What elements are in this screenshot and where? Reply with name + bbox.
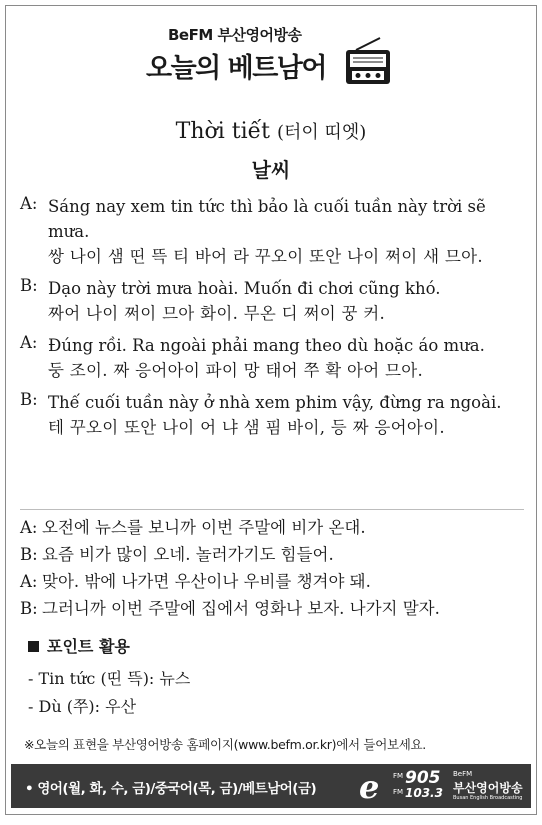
radio-icon [344,36,392,88]
korean-text: 맞아. 밖에 나가면 우산이나 우비를 챙겨야 돼. [42,572,371,591]
dialogue-turn [20,333,526,384]
vietnamese-line: Dạo này trời mưa hoài. Muốn đi chơi cũng khó. [48,279,441,298]
pronunciation-line: 짜어 나이 쩌이 므아 화이. 무온 디 쩌이 꿍 커. [48,304,386,323]
korean-text: 요즘 비가 많이 오네. 놀러가기도 힘들어. [42,545,334,564]
broadcast-schedule: • 영어(월, 화, 수, 금)/중국어(목, 금)/베트남어(금) [25,781,317,797]
divider [20,509,524,510]
korean-line [20,568,526,595]
column-title: 오늘의 베트남어 [146,53,326,84]
square-bullet-icon [28,641,39,652]
article-card [5,5,537,815]
lesson-title-korean: 날씨 [251,158,291,182]
logo-station-english: Busan English Broadcasting [453,795,523,801]
station-logo [357,768,523,804]
dialogue-turn [20,276,526,327]
dialogue-turn [20,194,526,270]
speaker-label: A: [20,572,38,591]
speaker-label: B: [20,599,38,618]
korean-line [20,595,526,622]
dialogue-turn [20,390,526,441]
footer-bar [11,764,531,808]
point-item: - Dù (쭈): 우산 [28,697,137,716]
speaker-label: B: [20,276,38,295]
speaker-label: B: [20,545,38,564]
vietnamese-dialogue [20,194,526,447]
website-note: ※오늘의 표현을 부산영어방송 홈페이지(www.befm.or.kr)에서 들어보세요. [24,737,426,752]
lesson-title-vietnamese: Thời tiết [175,119,271,144]
pronunciation-line: 테 꾸오이 또안 나이 어 냐 샘 핌 바이, 등 짜 응어아이. [48,418,445,437]
vietnamese-line: Thế cuối tuần này ở nhà xem phim vậy, đừng ra ngoài. [48,393,502,412]
brand-subtitle: BeFM 부산영어방송 [168,26,302,44]
logo-station-korean: 부산영어방송 [453,781,523,795]
lesson-title [6,118,536,144]
logo-e-mark: e [359,768,380,806]
point-heading [28,634,190,657]
logo-brand: BeFM [453,770,473,778]
point-heading-text: 포인트 활용 [47,637,130,656]
korean-line [20,514,526,541]
header [6,18,536,88]
pronunciation-line: 쌍 나이 샘 띤 뜩 티 바어 라 꾸오이 또안 나이 쩌이 새 므아. [48,247,483,266]
logo-frequency-1033: 103.3 [405,786,443,800]
logo-frequency-905: 905 [405,768,441,788]
korean-dialogue [20,514,526,622]
speaker-label: A: [20,194,38,213]
logo-fm-label: FM [393,772,404,780]
speaker-label: A: [20,333,38,352]
korean-text: 오전에 뉴스를 보니까 이번 주말에 비가 온대. [42,518,366,537]
logo-fm-label: FM [393,788,404,796]
point-section [28,634,190,721]
korean-line [20,541,526,568]
point-item: - Tin tức (띤 뜩): 뉴스 [28,669,191,688]
korean-text: 그러니까 이번 주말에 집에서 영화나 보자. 나가지 말자. [42,599,440,618]
vietnamese-line: Đúng rồi. Ra ngoài phải mang theo dù hoặc áo mưa. [48,336,485,355]
lesson-title-pronunciation: (터이 띠엣) [277,122,367,143]
vietnamese-line: Sáng nay xem tin tức thì bảo là cuối tuần này trời sẽ mưa. [48,197,486,241]
speaker-label: A: [20,518,38,537]
speaker-label: B: [20,390,38,409]
pronunciation-line: 둥 조이. 짜 응어아이 파이 망 태어 쭈 확 아어 므아. [48,361,424,380]
